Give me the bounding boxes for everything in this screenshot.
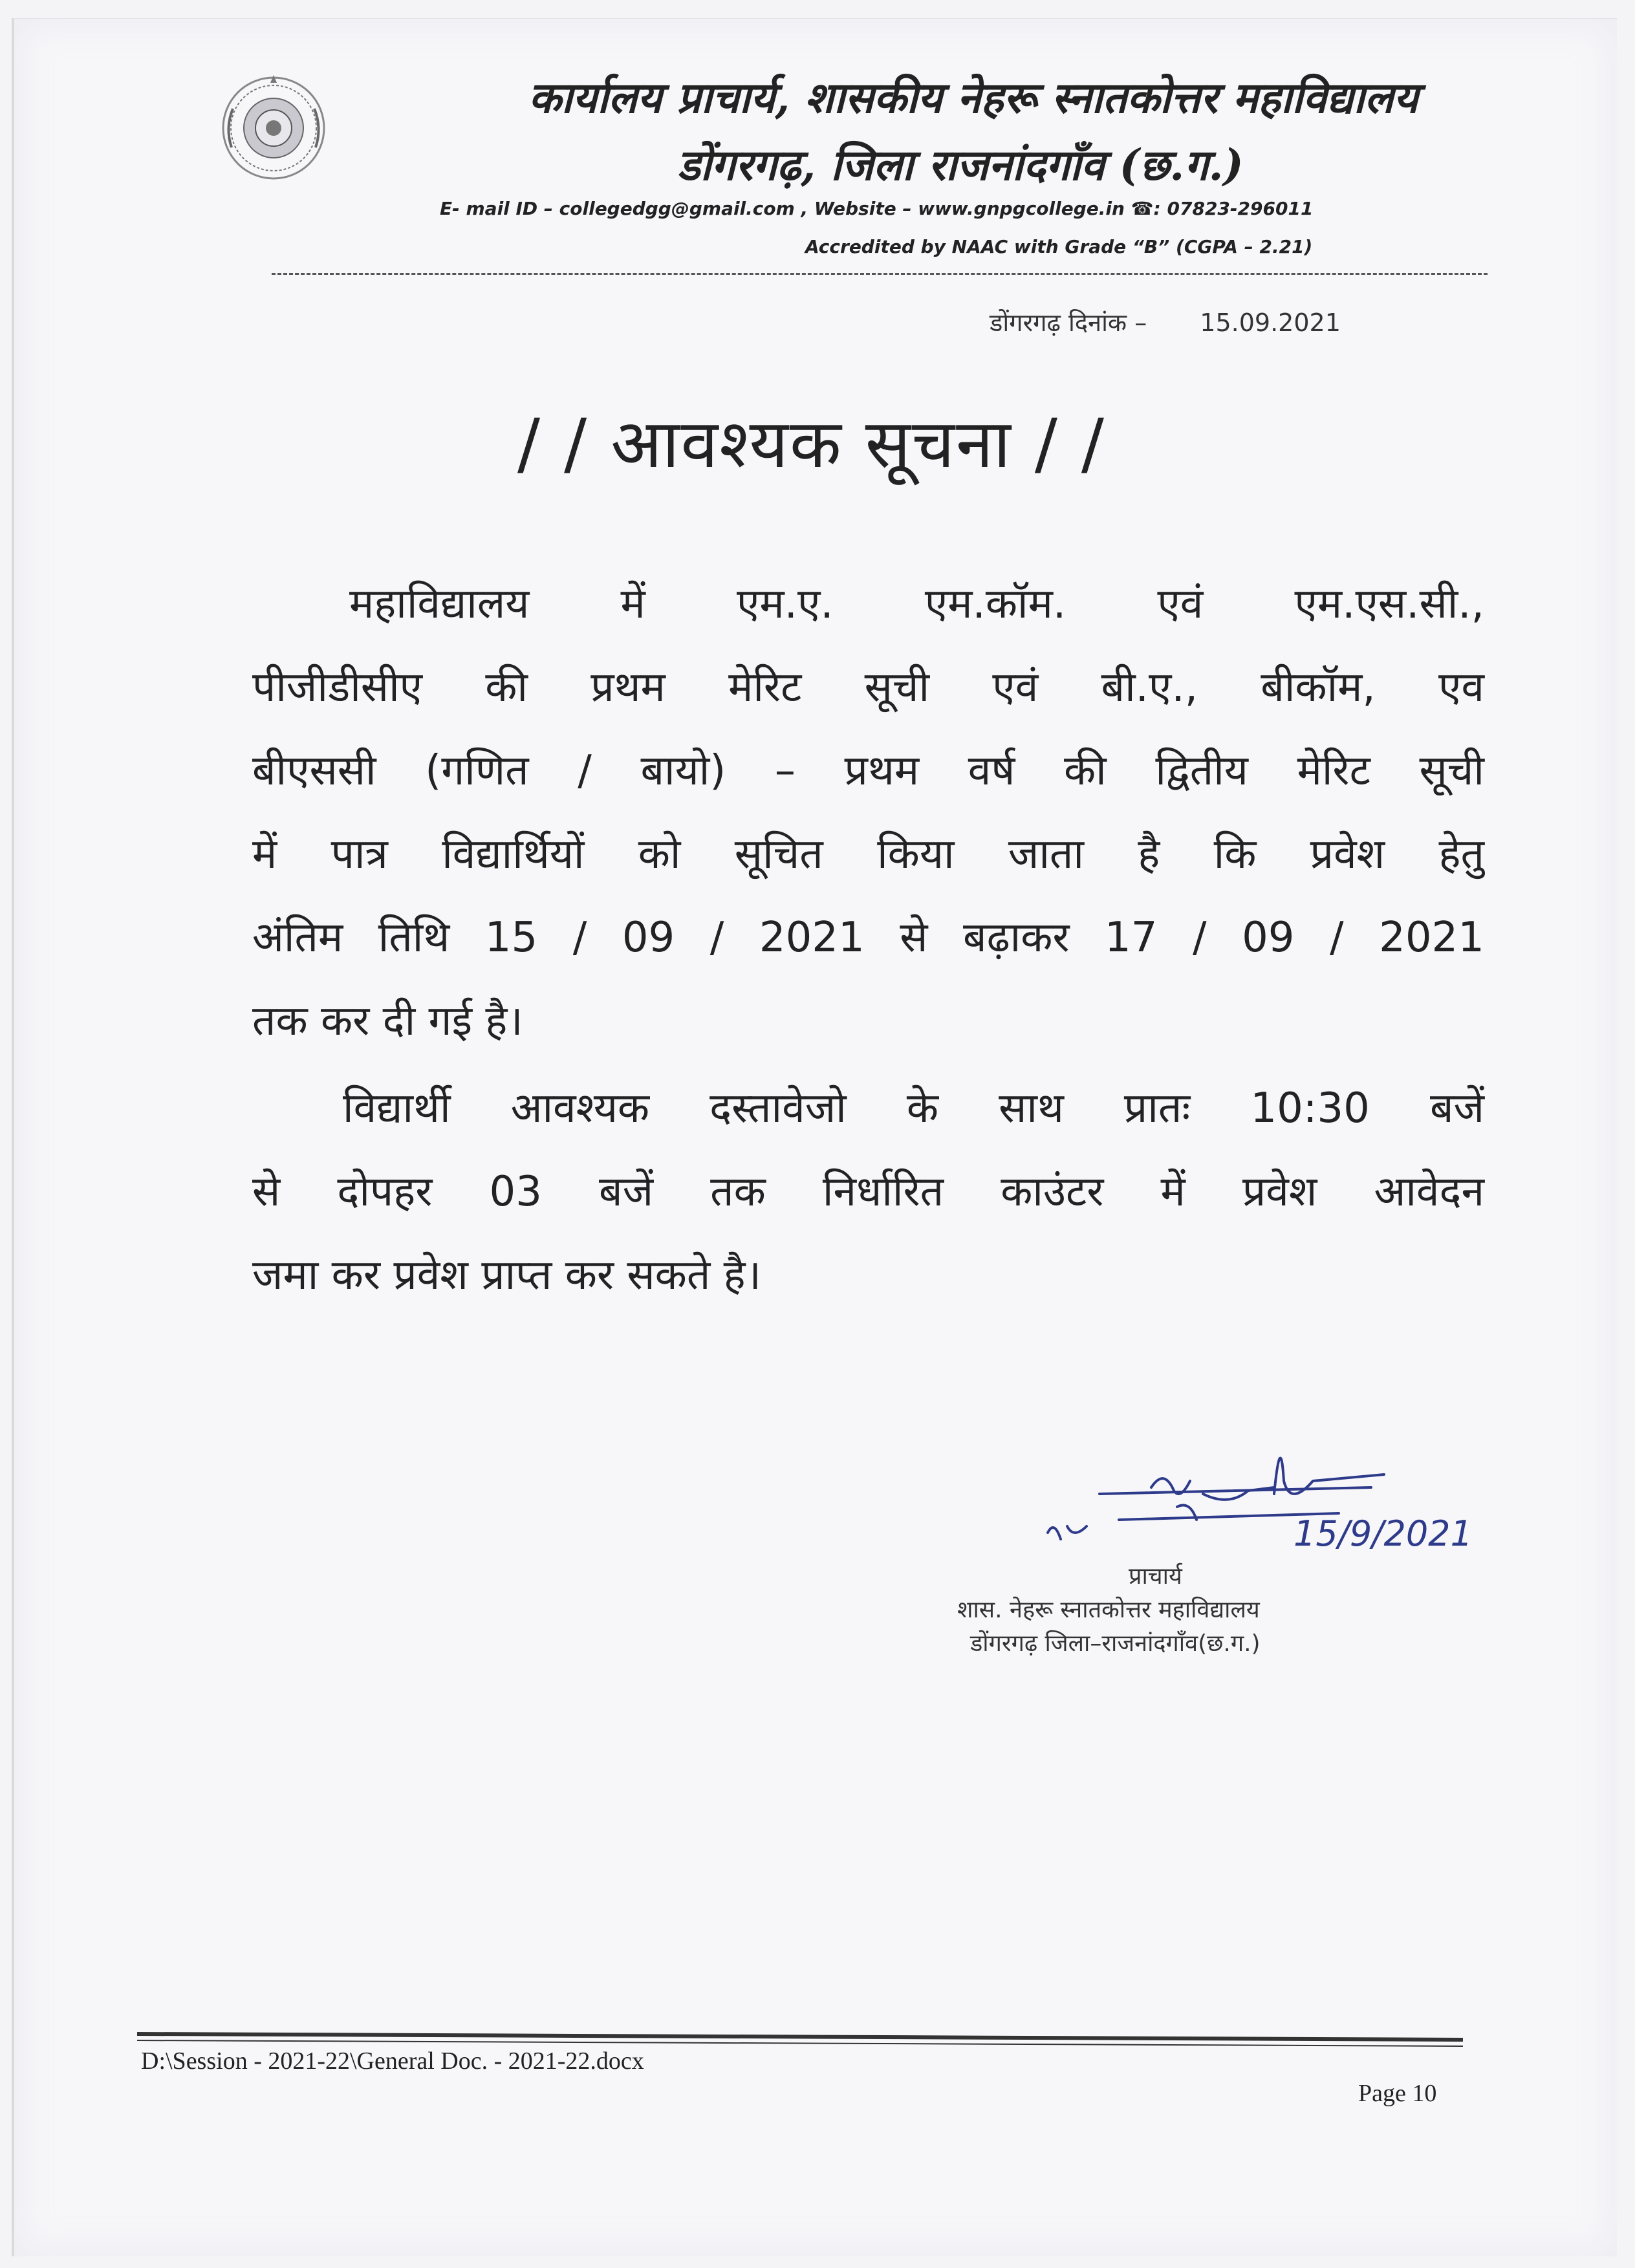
paragraph-line: महाविद्यालय में एम.ए. एम.कॉम. एवं एम.एस.सी., <box>349 580 1484 628</box>
footer-file-path: D:\Session - 2021-22\General Doc. - 2021-22.docx <box>141 2047 644 2075</box>
signature-block <box>957 1560 1261 1661</box>
institution-line1: शास. नेहरू स्नातकोत्तर महाविद्यालय <box>957 1597 1260 1623</box>
date-value: 15.09.2021 <box>1200 308 1341 337</box>
paragraph-2 <box>252 1067 1484 1317</box>
notice-title: / / आवश्यक सूचना / / <box>517 404 1105 483</box>
paragraph-line: जमा कर प्रवेश प्राप्त कर सकते है। <box>252 1251 761 1299</box>
handwritten-signature <box>1035 1429 1473 1565</box>
office-title-line1: कार्यालय प्राचार्य, शासकीय नेहरू स्नातकोत्तर महाविद्यालय <box>528 72 1418 123</box>
paragraph-1 <box>252 563 1484 1063</box>
accreditation-line: Accredited by NAAC with Grade “B” (CGPA – 2.21) <box>805 236 1313 257</box>
paragraph-line: में पात्र विद्यार्थियों को सूचित किया जाता है कि प्रवेश हेतु <box>252 830 1484 878</box>
college-seal-icon <box>219 70 329 184</box>
paragraph-line: से दोपहर 03 बजें तक निर्धारित काउंटर में प्रवेश आवेदन <box>252 1168 1484 1216</box>
office-title-line2: डोंगरगढ़, जिला राजनांदगाँव (छ.ग.) <box>677 140 1244 190</box>
footer-page-number: Page 10 <box>1358 2080 1437 2107</box>
paragraph-line: तक कर दी गई है। <box>252 997 523 1045</box>
header-divider <box>272 273 1488 275</box>
paragraph-line: विद्यार्थी आवश्यक दस्तावेजो के साथ प्रातः 10:30 बजें <box>343 1085 1484 1132</box>
institution-line2: डोंगरगढ़ जिला–राजनांदगाँव(छ.ग.) <box>970 1630 1261 1657</box>
contact-line: E- mail ID – collegedgg@gmail.com , Website – www.gnpgcollege.in ☎: 07823-296011 <box>440 198 1314 219</box>
svg-text:15/9/2021: 15/9/2021 <box>1294 1513 1473 1554</box>
date-label: डोंगरगढ़ दिनांक – <box>990 308 1147 337</box>
date-line <box>990 305 1341 339</box>
paragraph-line: अंतिम तिथि 15 / 09 / 2021 से बढ़ाकर 17 / 09 / 2021 <box>252 914 1484 962</box>
principal-title: प्राचार्य <box>1129 1563 1182 1590</box>
paragraph-line: बीएससी (गणित / बायो) – प्रथम वर्ष की द्वितीय मेरिट सूची <box>252 747 1484 795</box>
paragraph-line: पीजीडीसीए की प्रथम मेरिट सूची एवं बी.ए., बीकॉम, एव <box>252 664 1484 711</box>
